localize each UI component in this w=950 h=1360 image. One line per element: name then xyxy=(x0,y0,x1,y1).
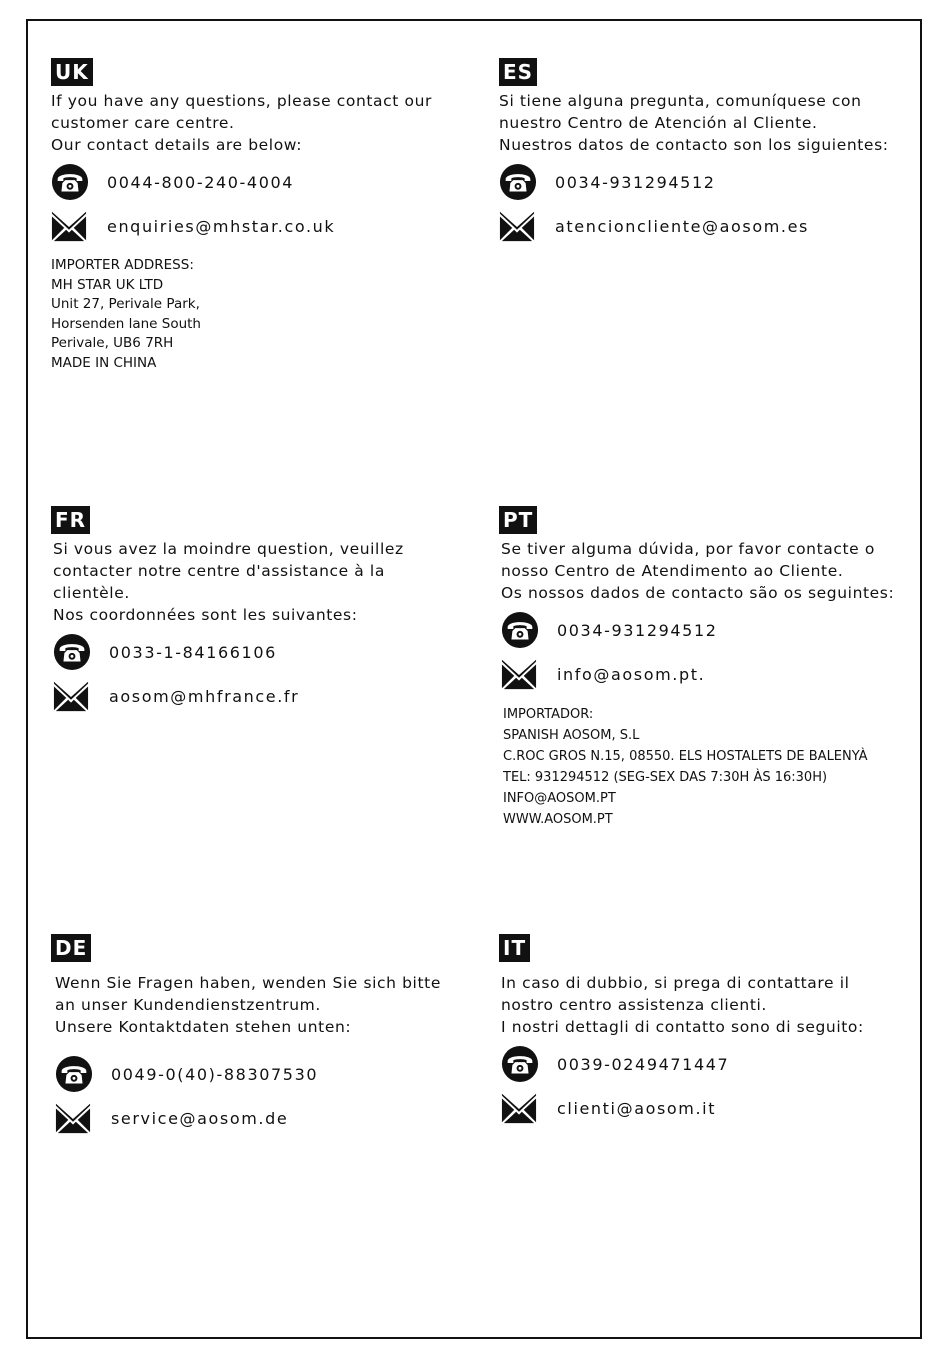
envelope-icon xyxy=(501,656,539,692)
section-es xyxy=(499,58,929,246)
email-row xyxy=(499,206,929,246)
phone-number[interactable]: 0033-1-84166106 xyxy=(109,642,277,662)
section-pt xyxy=(499,506,929,830)
envelope-icon xyxy=(53,678,91,714)
telephone-icon xyxy=(53,634,91,670)
phone-number[interactable]: 0039-0249471447 xyxy=(557,1054,730,1074)
telephone-icon xyxy=(501,1046,539,1082)
envelope-icon xyxy=(51,208,89,244)
email-address[interactable]: info@aosom.pt. xyxy=(557,664,706,684)
telephone-icon xyxy=(501,612,539,648)
phone-number[interactable]: 0049-0(40)-88307530 xyxy=(111,1064,319,1084)
email-row xyxy=(51,206,481,246)
intro-text: In caso di dubbio, si prega di contattare il nostro centro assistenza clienti. I nostri dettagli di contatto sono di seguito: xyxy=(501,974,864,1036)
phone-row xyxy=(501,610,929,650)
email-row xyxy=(501,654,929,694)
telephone-icon xyxy=(51,164,89,200)
phone-row xyxy=(499,162,929,202)
email-row xyxy=(55,1098,481,1138)
section-uk xyxy=(51,58,481,373)
phone-number[interactable]: 0034-931294512 xyxy=(555,172,716,192)
intro-text: Si tiene alguna pregunta, comuníquese con nuestro Centro de Atención al Cliente. Nuestros datos de contacto son los siguientes: xyxy=(499,92,889,154)
phone-row xyxy=(55,1054,481,1094)
country-badge: PT xyxy=(499,506,537,534)
envelope-icon xyxy=(501,1090,539,1126)
telephone-icon xyxy=(55,1056,93,1092)
intro-text: Si vous avez la moindre question, veuillez contacter notre centre d'assistance à la clientèle. Nos coordonnées sont les suivantes: xyxy=(53,540,404,624)
importer-address: IMPORTER ADDRESS: MH STAR UK LTD Unit 27, Perivale Park, Horsenden lane South Perivale, UB6 7RH MADE IN CHINA xyxy=(51,257,201,371)
importer-address: IMPORTADOR: SPANISH AOSOM, S.L C.ROC GROS N.15, 08550. ELS HOSTALETS DE BALENYÀ TEL: 931294512 (SEG-SEX DAS 7:30H ÀS 16:30H) INFO@AOSOM.PT WWW.AOSOM.PT xyxy=(503,707,868,827)
email-address[interactable]: clienti@aosom.it xyxy=(557,1098,717,1118)
phone-row xyxy=(501,1044,929,1084)
section-it xyxy=(499,934,929,1128)
section-de xyxy=(51,934,481,1138)
envelope-icon xyxy=(499,208,537,244)
country-badge: FR xyxy=(51,506,90,534)
phone-row xyxy=(53,632,481,672)
phone-number[interactable]: 0044-800-240-4004 xyxy=(107,172,295,192)
email-address[interactable]: atencioncliente@aosom.es xyxy=(555,216,809,236)
phone-row xyxy=(51,162,481,202)
phone-number[interactable]: 0034-931294512 xyxy=(557,620,718,640)
email-row xyxy=(53,676,481,716)
country-badge: ES xyxy=(499,58,537,86)
envelope-icon xyxy=(55,1100,93,1136)
section-fr xyxy=(51,506,481,716)
intro-text: Wenn Sie Fragen haben, wenden Sie sich bitte an unser Kundendienstzentrum. Unsere Kontaktdaten stehen unten: xyxy=(55,974,441,1036)
country-badge: IT xyxy=(499,934,530,962)
intro-text: If you have any questions, please contact our customer care centre. Our contact details are below: xyxy=(51,92,432,154)
intro-text: Se tiver alguma dúvida, por favor contacte o nosso Centro de Atendimento ao Cliente. Os nossos dados de contacto são os seguintes: xyxy=(501,540,895,602)
email-address[interactable]: aosom@mhfrance.fr xyxy=(109,686,300,706)
email-row xyxy=(501,1088,929,1128)
country-badge: UK xyxy=(51,58,93,86)
telephone-icon xyxy=(499,164,537,200)
email-address[interactable]: service@aosom.de xyxy=(111,1108,289,1128)
country-badge: DE xyxy=(51,934,91,962)
email-address[interactable]: enquiries@mhstar.co.uk xyxy=(107,216,336,236)
